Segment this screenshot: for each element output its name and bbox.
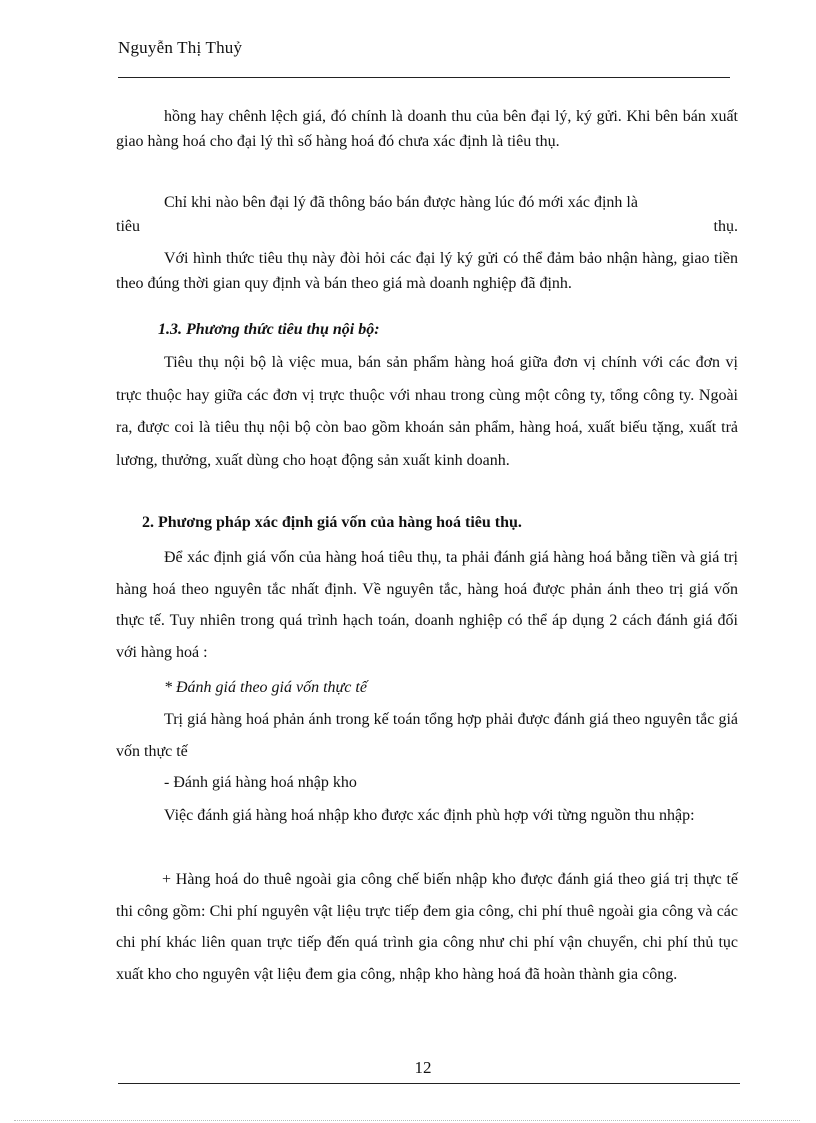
- section-heading-cost-method: 2. Phương pháp xác định giá vốn của hàng hoá tiêu thụ.: [142, 514, 522, 531]
- footer-divider: [118, 1083, 740, 1084]
- spread-word-right: thụ.: [713, 218, 738, 235]
- paragraph-notify-spread-line: [116, 216, 738, 238]
- spread-word-left: tiêu: [116, 218, 140, 235]
- paragraph-notify-line: Chỉ khi nào bên đại lý đã thông báo bán được hàng lúc đó mới xác định là: [164, 194, 638, 211]
- paragraph-cost-valuation: Để xác định giá vốn của hàng hoá tiêu thụ, ta phải đánh giá hàng hoá bằng tiền và giá trị hàng hoá theo nguyên tắc nhất định. Về nguyên tắc, hàng hoá được phản ánh theo trị giá vốn thực tế. Tuy nhiên trong quá trình hạch toán, doanh nghiệp có thể áp dụng 2 cách đánh giá đối với hàng hoá :: [116, 549, 738, 661]
- section-heading-internal-sales: 1.3. Phương thức tiêu thụ nội bộ:: [158, 321, 380, 338]
- paragraph-outsourced-processing: + Hàng hoá do thuê ngoài gia công chế biến nhập kho được đánh giá theo giá trị thực tế thi công gồm: Chi phí nguyên vật liệu trực tiếp đem gia công, chi phí thuê ngoài gia công và các chi phí khác liên quan trực tiếp đến quá trình gia công như chi phí vận chuyển, chi phí thủ tục xuất kho cho nguyên vật liệu đem gia công, nhập kho hàng hoá đã hoàn thành gia công.: [116, 871, 738, 983]
- paragraph-consignment-form: Với hình thức tiêu thụ này đòi hỏi các đại lý ký gửi có thể đảm bảo nhận hàng, giao tiền theo đúng thời gian quy định và bán theo giá mà doanh nghiệp đã định.: [116, 250, 738, 292]
- header-divider: [118, 77, 730, 78]
- header-author: Nguyễn Thị Thuỷ: [118, 38, 243, 57]
- page-bottom-edge: [14, 1120, 800, 1121]
- paragraph-inbound-sources: Việc đánh giá hàng hoá nhập kho được xác định phù hợp với từng nguồn thu nhập:: [164, 807, 695, 824]
- list-item-inbound-valuation: - Đánh giá hàng hoá nhập kho: [164, 774, 357, 791]
- paragraph-internal-sales: Tiêu thụ nội bộ là việc mua, bán sản phẩm hàng hoá giữa đơn vị chính với các đơn vị trực thuộc hay giữa các đơn vị trực thuộc với nhau trong cùng một công ty, tổng công ty. Ngoài ra, được coi là tiêu thụ nội bộ còn bao gồm khoán sản phẩm, hàng hoá, xuất biếu tặng, xuất trả lương, thưởng, xuất dùng cho hoạt động sản xuất kinh doanh.: [116, 354, 738, 469]
- paragraph-actual-cost-principle: Trị giá hàng hoá phản ánh trong kế toán tổng hợp phải được đánh giá theo nguyên tắc giá vốn thực tế: [116, 711, 738, 760]
- paragraph-agency-revenue: hồng hay chênh lệch giá, đó chính là doanh thu của bên đại lý, ký gửi. Khi bên bán xuất giao hàng hoá cho đại lý thì số hàng hoá đó chưa xác định là tiêu thụ.: [116, 108, 738, 150]
- list-item-actual-cost: * Đánh giá theo giá vốn thực tế: [164, 679, 367, 696]
- page-number: 12: [414, 1058, 432, 1077]
